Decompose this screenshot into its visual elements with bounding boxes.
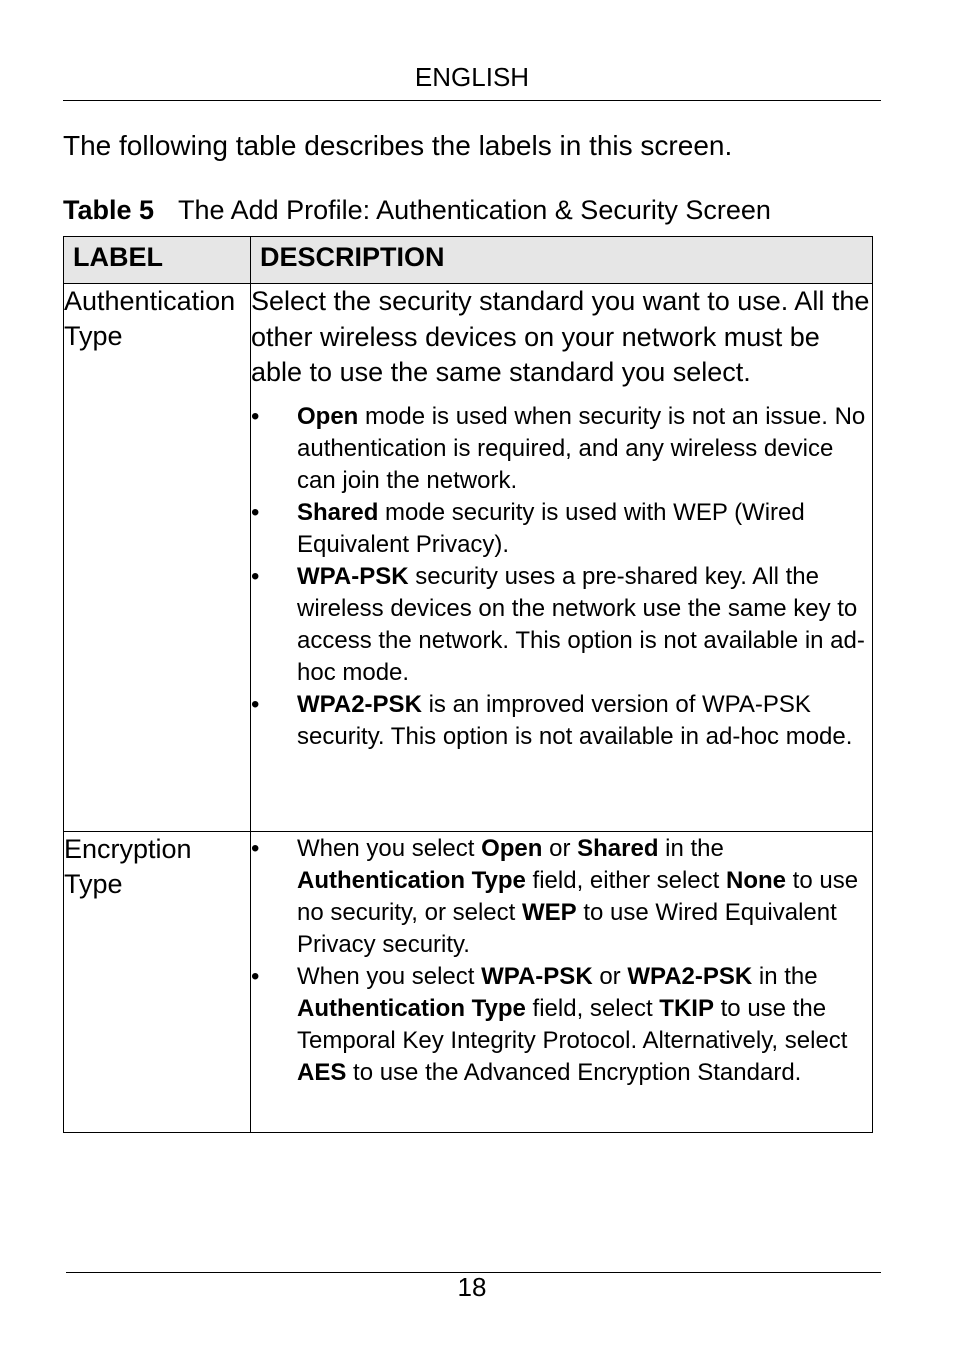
column-header-description: DESCRIPTION: [251, 237, 873, 284]
bullet-item-wpa-encryption: [251, 961, 872, 1089]
term-wpa2-psk: WPA2-PSK: [627, 963, 753, 990]
bullet-item-shared: [251, 497, 872, 561]
bullet-item-open: [251, 401, 872, 497]
bullet-text: is an improved version of WPA-PSK security. This option is not available in ad-hoc mode.: [297, 690, 853, 750]
page-header-language: ENGLISH: [414, 62, 530, 92]
term-wpa-psk: WPA-PSK: [481, 963, 593, 990]
term-tkip: TKIP: [659, 995, 714, 1022]
table-row-authentication-type: [64, 284, 873, 832]
term-authentication-type: Authentication Type: [297, 867, 526, 894]
table-caption-number: Table 5: [63, 195, 155, 225]
bullet-text: When you select: [297, 963, 482, 990]
bullet-list: [251, 401, 872, 753]
bullet-text: or: [592, 963, 628, 990]
term-authentication-type: Authentication Type: [297, 995, 526, 1022]
term-wpa-psk: WPA-PSK: [297, 562, 409, 590]
table-row-encryption-type: [64, 832, 873, 1133]
bullet-list: [251, 833, 872, 1089]
bullet-text: mode is used when security is not an issue. No authentication is required, and any wireless device can join the network.: [297, 402, 866, 494]
intro-paragraph: The following table describes the labels in this screen.: [63, 130, 733, 161]
page-number: 18: [457, 1272, 487, 1302]
column-header-label: LABEL: [64, 237, 251, 284]
description-lead: Select the security standard you want to use. All the other wireless devices on your network must be able to use the same standard you select.: [251, 286, 870, 387]
bullet-marker: •: [251, 690, 260, 718]
bullet-item-open-shared-encryption: [251, 833, 872, 961]
term-shared: Shared: [577, 835, 659, 862]
bullet-marker: •: [251, 498, 260, 526]
bullet-text: to use the Advanced Encryption Standard.: [346, 1059, 802, 1086]
bullet-text: in the: [752, 963, 818, 990]
row-label: Authentication Type: [64, 284, 251, 832]
bullet-text: to use the Temporal Key Integrity Protocol. Alternatively, select: [297, 995, 848, 1054]
bullet-text: or: [542, 835, 578, 862]
table-header-row: [64, 237, 873, 284]
term-aes: AES: [297, 1059, 347, 1086]
bullet-text: field, select: [525, 995, 660, 1022]
bullet-text: to use no security, or select: [297, 867, 859, 926]
bullet-marker: •: [251, 402, 260, 430]
row-description: [251, 284, 873, 832]
term-wpa2-psk: WPA2-PSK: [297, 690, 422, 718]
term-open: Open: [481, 835, 543, 862]
term-wep: WEP: [521, 899, 577, 926]
term-open: Open: [297, 402, 359, 430]
row-description: [251, 832, 873, 1133]
bullet-marker: •: [251, 835, 260, 862]
label-description-table: [63, 236, 873, 1133]
bullet-text: in the: [658, 835, 724, 862]
term-none: None: [726, 867, 786, 894]
table-caption-title: The Add Profile: Authentication & Security Screen: [178, 195, 771, 225]
bullet-item-wpa-psk: [251, 561, 872, 689]
bullet-text: to use Wired Equivalent Privacy security.: [297, 899, 837, 958]
bullet-marker: •: [251, 562, 260, 590]
bullet-marker: •: [251, 963, 260, 990]
header-divider: [63, 100, 881, 101]
bullet-text: mode security is used with WEP (Wired Equivalent Privacy).: [297, 498, 805, 558]
bullet-item-wpa2-psk: [251, 689, 872, 753]
row-label: Encryption Type: [64, 832, 251, 1133]
bullet-text: security uses a pre-shared key. All the wireless devices on the network use the same key to access the network. This option is not available in ad-hoc mode.: [297, 562, 865, 686]
bullet-text: When you select: [297, 835, 482, 862]
bullet-text: field, either select: [525, 867, 726, 894]
table-caption: [63, 193, 771, 227]
term-shared: Shared: [297, 498, 379, 526]
